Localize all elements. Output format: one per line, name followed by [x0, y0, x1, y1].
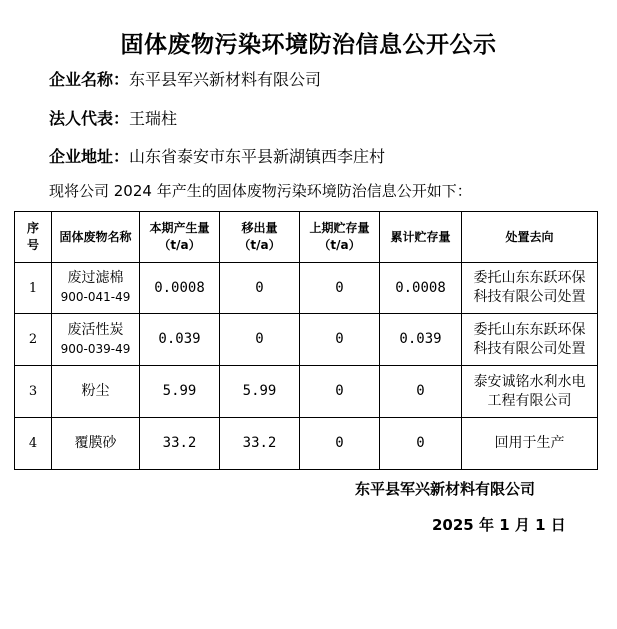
table-header-row [15, 212, 598, 263]
header-generated: 本期产生量 （t/a） [140, 212, 220, 263]
table-row: 2 废活性炭 900-039-49 0.039 0 0 0.039 委托山东东跃环保 科技有限公司处置 [15, 314, 598, 366]
legal-rep-line [49, 106, 177, 129]
table-row: 3 粉尘 5.99 5.99 0 0 泰安诚铭水利水电 工程有限公司 [15, 366, 598, 418]
address-value: 山东省泰安市东平县新湖镇西李庄村 [129, 147, 386, 166]
table-row: 1 废过滤棉 900-041-49 0.0008 0 0 0.0008 委托山东东跃环保 科技有限公司处置 [15, 263, 598, 314]
company-name-line [49, 67, 321, 90]
company-name-label: 企业名称： [49, 70, 130, 89]
footer-company: 东平县军兴新材料有限公司 [355, 480, 536, 498]
address-label: 企业地址： [49, 147, 130, 166]
header-seq: 序 号 [15, 212, 52, 263]
header-transferred: 移出量 （t/a） [220, 212, 300, 263]
header-cum-stored: 累计贮存量 [380, 212, 462, 263]
header-name: 固体废物名称 [52, 212, 140, 263]
page-title: 固体废物污染环境防治信息公开公示 [120, 31, 497, 58]
footer-date: 2025 年 1 月 1 日 [432, 516, 566, 534]
intro-text: 现将公司 2024 年产生的固体废物污染环境防治信息公开如下： [49, 182, 472, 200]
legal-rep-value: 王瑞柱 [129, 109, 178, 128]
legal-rep-label: 法人代表： [49, 109, 130, 128]
table-row: 4 覆膜砂 33.2 33.2 0 0 回用于生产 [15, 418, 598, 470]
header-prev-stored: 上期贮存量 （t/a） [300, 212, 380, 263]
header-disposal: 处置去向 [462, 212, 598, 263]
address-line [49, 144, 385, 167]
waste-table [14, 211, 598, 470]
company-name-value: 东平县军兴新材料有限公司 [129, 70, 322, 89]
